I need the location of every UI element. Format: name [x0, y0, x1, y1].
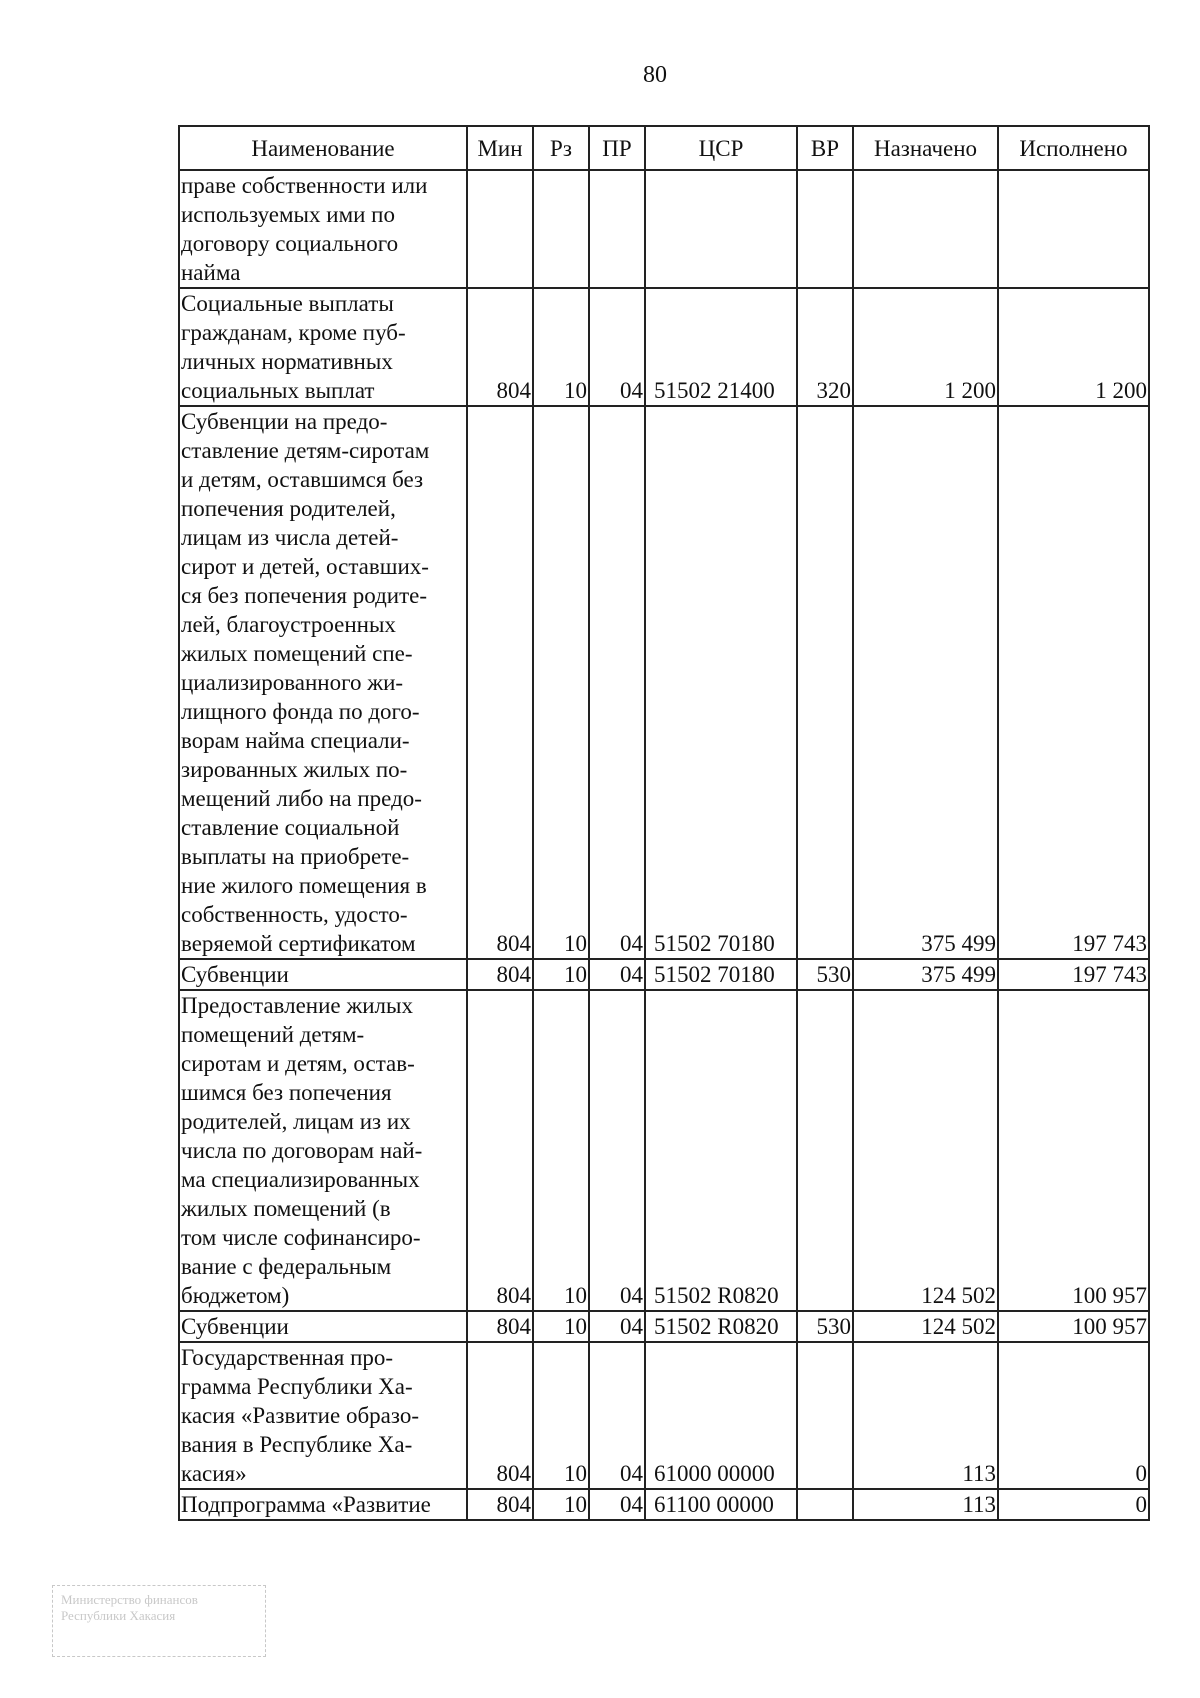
row-csr: 51502 70180: [645, 406, 797, 959]
page-number: 80: [643, 62, 667, 88]
row-vr: 530: [797, 959, 853, 990]
row-min: 804: [467, 1342, 533, 1489]
row-min: 804: [467, 406, 533, 959]
stamp-line-1: Министерство финансов: [61, 1592, 198, 1607]
header-executed: Исполнено: [998, 126, 1149, 170]
row-pr: 04: [589, 406, 645, 959]
row-rz: 10: [533, 406, 589, 959]
row-min: 804: [467, 959, 533, 990]
header-assigned: Назначено: [853, 126, 998, 170]
row-rz: 10: [533, 1311, 589, 1342]
row-csr: 61000 00000: [645, 1342, 797, 1489]
row-rz: [533, 170, 589, 288]
row-pr: 04: [589, 990, 645, 1311]
row-executed: 1 200: [998, 288, 1149, 406]
row-pr: [589, 170, 645, 288]
row-rz: 10: [533, 1489, 589, 1520]
row-pr: 04: [589, 1342, 645, 1489]
row-pr: 04: [589, 288, 645, 406]
row-min: 804: [467, 990, 533, 1311]
row-pr: 04: [589, 959, 645, 990]
row-assigned: 124 502: [853, 990, 998, 1311]
row-min: 804: [467, 1311, 533, 1342]
budget-execution-table: [178, 125, 1150, 1521]
table-row: [179, 1342, 1149, 1489]
row-rz: 10: [533, 959, 589, 990]
row-rz: 10: [533, 1342, 589, 1489]
table-row: [179, 990, 1149, 1311]
row-min: 804: [467, 1489, 533, 1520]
row-vr: 320: [797, 288, 853, 406]
header-min: Мин: [467, 126, 533, 170]
row-assigned: 375 499: [853, 959, 998, 990]
row-min: 804: [467, 288, 533, 406]
row-assigned: 375 499: [853, 406, 998, 959]
table-row: [179, 288, 1149, 406]
row-assigned: 1 200: [853, 288, 998, 406]
header-vr: ВР: [797, 126, 853, 170]
row-executed: 100 957: [998, 990, 1149, 1311]
row-executed: [998, 170, 1149, 288]
row-csr: 51502 21400: [645, 288, 797, 406]
row-csr: 51502 70180: [645, 959, 797, 990]
row-executed: 0: [998, 1342, 1149, 1489]
faded-stamp: [52, 1585, 266, 1657]
row-vr: [797, 1489, 853, 1520]
header-pr: ПР: [589, 126, 645, 170]
row-executed: 0: [998, 1489, 1149, 1520]
header-csr: ЦСР: [645, 126, 797, 170]
table-row: [179, 406, 1149, 959]
row-vr: [797, 406, 853, 959]
row-rz: 10: [533, 990, 589, 1311]
row-name: Субвенции на предо- ставление детям-сиротам и детям, оставшимся без попечения родителей, лицам из числа детей- сирот и детей, оставших- ся без попечения родите- лей, благоустроенных жилых помещений спе- циализированного жи- лищного фонда по дого- ворам найма специали- зированных жилых по- мещений либо на предо- ставление социальной выплаты на приобрете- ние жилого помещения в собственность, удосто- веряемой сертификатом: [179, 406, 467, 959]
row-csr: 51502 R0820: [645, 990, 797, 1311]
row-pr: 04: [589, 1311, 645, 1342]
row-vr: 530: [797, 1311, 853, 1342]
row-assigned: [853, 170, 998, 288]
table-row: [179, 1311, 1149, 1342]
row-name: Субвенции: [179, 959, 467, 990]
row-executed: 100 957: [998, 1311, 1149, 1342]
row-assigned: 113: [853, 1489, 998, 1520]
table-row: [179, 959, 1149, 990]
row-csr: 61100 00000: [645, 1489, 797, 1520]
table-header-row: [179, 126, 1149, 170]
row-pr: 04: [589, 1489, 645, 1520]
row-name: Социальные выплаты гражданам, кроме пуб- личных нормативных социальных выплат: [179, 288, 467, 406]
row-name: Государственная про- грамма Республики Ха- касия «Развитие образо- вания в Республике Ха- касия»: [179, 1342, 467, 1489]
row-assigned: 124 502: [853, 1311, 998, 1342]
row-vr: [797, 170, 853, 288]
row-vr: [797, 990, 853, 1311]
row-csr: [645, 170, 797, 288]
header-name: Наименование: [179, 126, 467, 170]
row-assigned: 113: [853, 1342, 998, 1489]
row-csr: 51502 R0820: [645, 1311, 797, 1342]
header-rz: Рз: [533, 126, 589, 170]
table-row: [179, 1489, 1149, 1520]
row-name: Подпрограмма «Развитие: [179, 1489, 467, 1520]
row-rz: 10: [533, 288, 589, 406]
row-executed: 197 743: [998, 959, 1149, 990]
row-min: [467, 170, 533, 288]
row-executed: 197 743: [998, 406, 1149, 959]
table-row: [179, 170, 1149, 288]
row-vr: [797, 1342, 853, 1489]
row-name: Предоставление жилых помещений детям- сиротам и детям, остав- шимся без попечения родителей, лицам из их числа по договорам най- ма специализированных жилых помещений (в том числе софинансиро- вание с федеральным бюджетом): [179, 990, 467, 1311]
stamp-line-2: Республики Хакасия: [61, 1608, 176, 1623]
row-name: праве собственности или используемых ими по договору социального найма: [179, 170, 467, 288]
row-name: Субвенции: [179, 1311, 467, 1342]
